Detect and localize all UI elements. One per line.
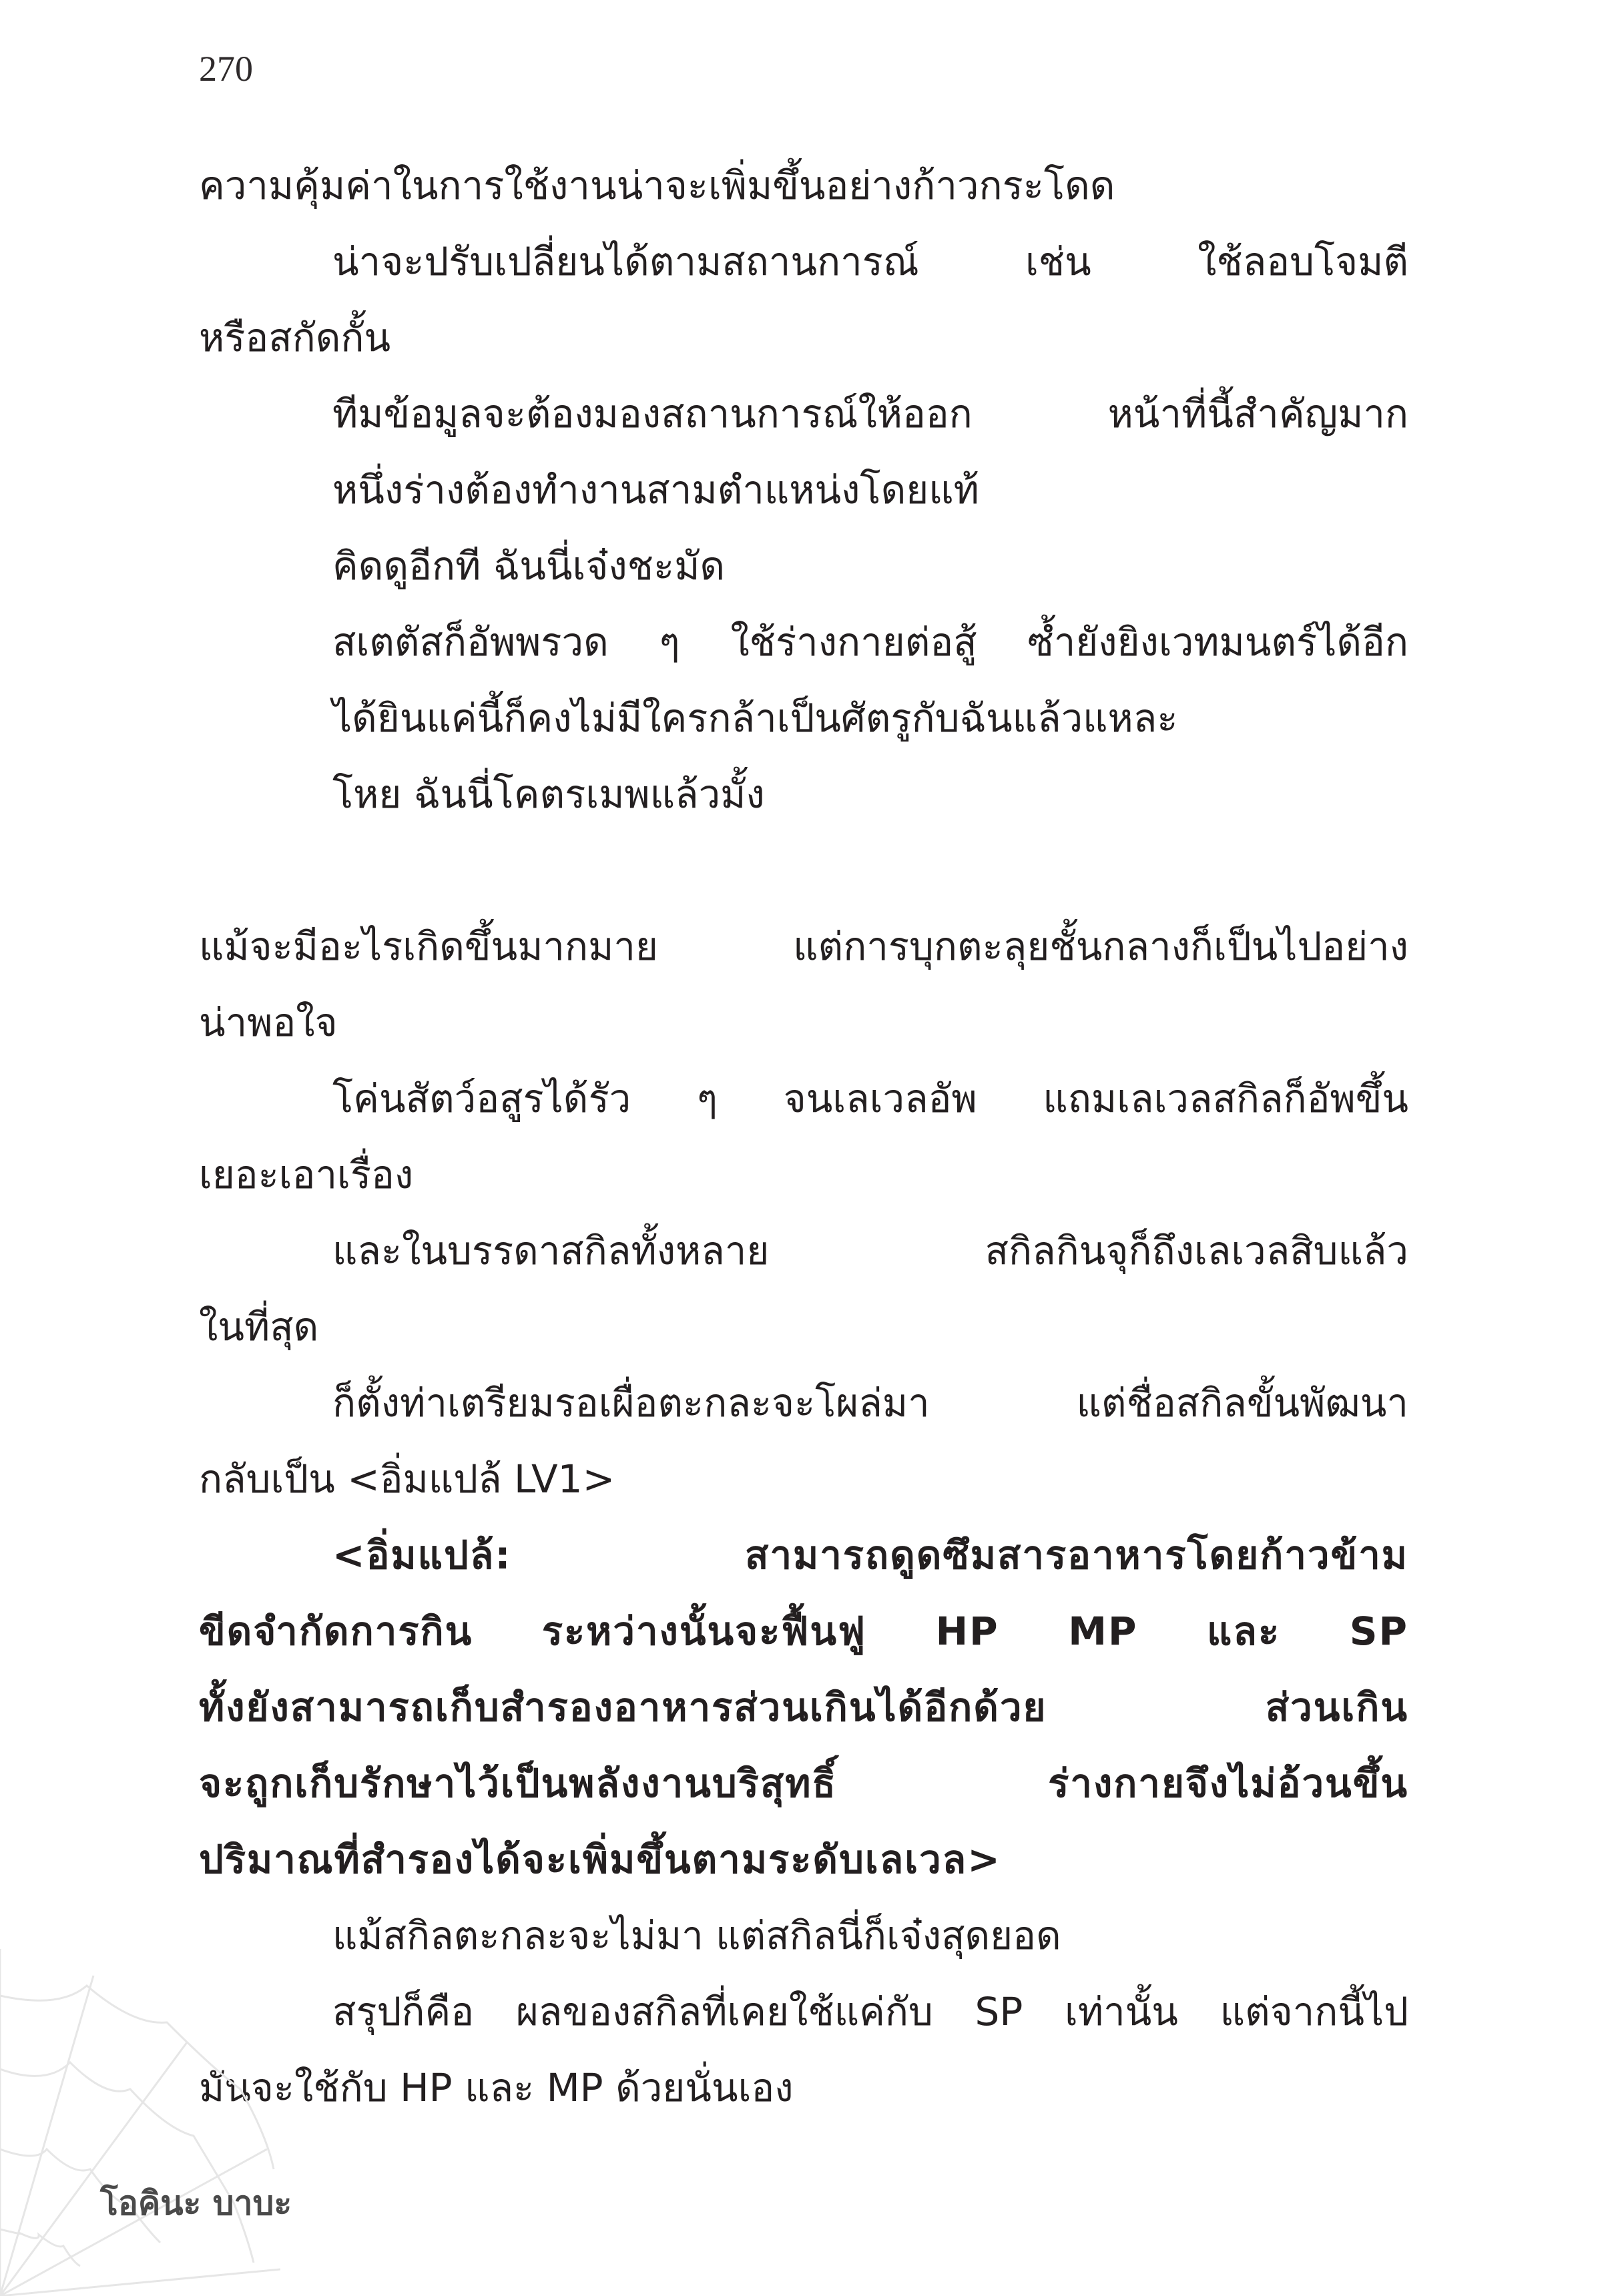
text-line: ในที่สุด [199,1304,319,1350]
text-line: น่าจะปรับเปลี่ยนได้ตามสถานการณ์ เช่น ใช้ลอบโจมตี [332,239,1408,284]
skill-description-line: <อิ่มแปล้: สามารถดูดซึมสารอาหารโดยก้าวข้าม [332,1532,1408,1578]
text-line: กลับเป็น <อิ่มแปล้ LV1> [199,1456,615,1502]
page-number: 270 [199,49,253,89]
text-line: สรุปก็คือ ผลของสกิลที่เคยใช้แค่กับ SP เท่านั้น แต่จากนี้ไป [332,1989,1408,2034]
text-line: หรือสกัดกั้น [199,315,391,360]
text-line: ก็ตั้งท่าเตรียมรอเผื่อตะกละจะโผล่มา แต่ชื่อสกิลขั้นพัฒนา [332,1380,1408,1426]
text-line: สเตตัสก็อัพพรวด ๆ ใช้ร่างกายต่อสู้ ซ้ำยังยิงเวทมนตร์ได้อีก [332,619,1408,665]
text-line: คิดดูอีกที ฉันนี่เจ๋งชะมัด [332,543,726,589]
footer-author: โอคินะ บาบะ [100,2184,292,2223]
text-line: หนึ่งร่างต้องทำงานสามตำแหน่งโดยแท้ [332,467,979,513]
text-line: มันจะใช้กับ HP และ MP ด้วยนั่นเอง [199,2065,794,2110]
text-line: เยอะเอาเรื่อง [199,1152,414,1197]
text-line: ทีมข้อมูลจะต้องมองสถานการณ์ให้ออก หน้าที่นี้สำคัญมาก [332,391,1408,437]
text-line: โค่นสัตว์อสูรได้รัว ๆ จนเลเวลอัพ แถมเลเวลสกิลก็อัพขึ้น [332,1076,1408,1121]
text-line: น่าพอใจ [199,1000,338,1045]
text-line: และในบรรดาสกิลทั้งหลาย สกิลกินจุก็ถึงเลเวลสิบแล้ว [332,1228,1408,1273]
skill-description-line: ทั้งยังสามารถเก็บสำรองอาหารส่วนเกินได้อีกด้วย ส่วนเกิน [199,1685,1408,1730]
text-line: ความคุ้มค่าในการใช้งานน่าจะเพิ่มขึ้นอย่างก้าวกระโดด [199,163,1115,208]
text-line: ได้ยินแค่นี้ก็คงไม่มีใครกล้าเป็นศัตรูกับฉันแล้วแหละ [332,695,1178,741]
spider-web-decoration [0,1949,280,2296]
text-line: โหย ฉันนี่โคตรเมพแล้วมั้ง [332,772,765,817]
skill-description-line: จะถูกเก็บรักษาไว้เป็นพลังงานบริสุทธิ์ ร่างกายจึงไม่อ้วนขึ้น [199,1761,1408,1806]
skill-description-line: ขีดจำกัดการกิน ระหว่างนั้นจะฟื้นฟู HP MP และ SP [199,1609,1408,1654]
skill-description-line: ปริมาณที่สำรองได้จะเพิ่มขึ้นตามระดับเลเวล> [199,1837,1001,1882]
text-line: แม้สกิลตะกละจะไม่มา แต่สกิลนี่ก็เจ๋งสุดยอด [332,1913,1061,1958]
text-line: แม้จะมีอะไรเกิดขึ้นมากมาย แต่การบุกตะลุยชั้นกลางก็เป็นไปอย่าง [199,924,1408,969]
